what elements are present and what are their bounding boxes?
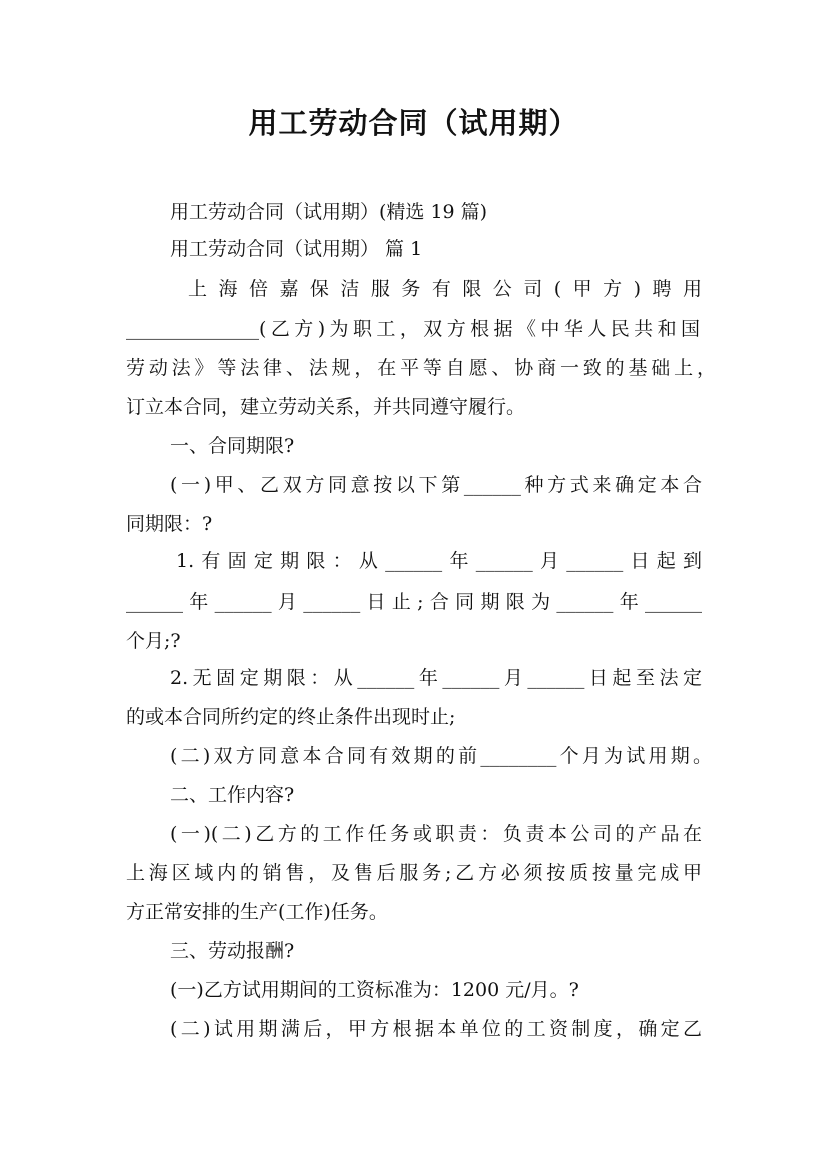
paragraph-line: 上海倍嘉保洁服务有限公司(甲方)聘用 [188,278,702,300]
section-heading: 二、工作内容? [170,784,295,806]
paragraph-line: ______年______月______日止;合同期限为______年______ [126,591,702,613]
paragraph-line: 个月;? [126,630,181,652]
paragraph-line: 同期限：? [126,513,213,535]
paragraph-line: (二)双方同意本合同有效期的前________个月为试用期。 [170,745,712,767]
section-heading: 一、合同期限? [170,435,295,457]
paragraph-line: ______________(乙方)为职工，双方根据《中华人民共和国 [126,318,700,340]
section-heading: 三、劳动报酬? [170,940,295,962]
paragraph-line: 劳动法》等法律、法规，在平等自愿、协商一致的基础上， [126,357,716,379]
paragraph-line: 用工劳动合同（试用期）(精选 19 篇) [170,201,488,223]
paragraph-line: 用工劳动合同（试用期） 篇 1 [170,238,423,260]
paragraph-line: 的或本合同所约定的终止条件出现时止; [126,706,456,728]
paragraph-line: (一)甲、乙双方同意按以下第______种方式来确定本合 [170,474,702,496]
document-title: 用工劳动合同（试用期） [248,106,579,140]
paragraph-line: (二)试用期满后，甲方根据本单位的工资制度，确定乙 [170,1018,702,1040]
paragraph-line: (一)(二)乙方的工作任务或职责：负责本公司的产品在 [170,823,702,845]
paragraph-line: (一)乙方试用期间的工资标准为：1200 元/月。? [170,979,579,1001]
paragraph-line: 订立本合同，建立劳动关系，并共同遵守履行。 [126,396,526,418]
paragraph-line: 方正常安排的生产(工作)任务。 [126,901,388,923]
paragraph-line: 1.有固定期限：从______年______月______日起到 [176,550,702,572]
paragraph-line: 上海区域内的销售，及售后服务;乙方必须按质按量完成甲 [126,862,702,884]
paragraph-line: 2.无固定期限：从______年______月______日起至法定 [170,667,702,689]
